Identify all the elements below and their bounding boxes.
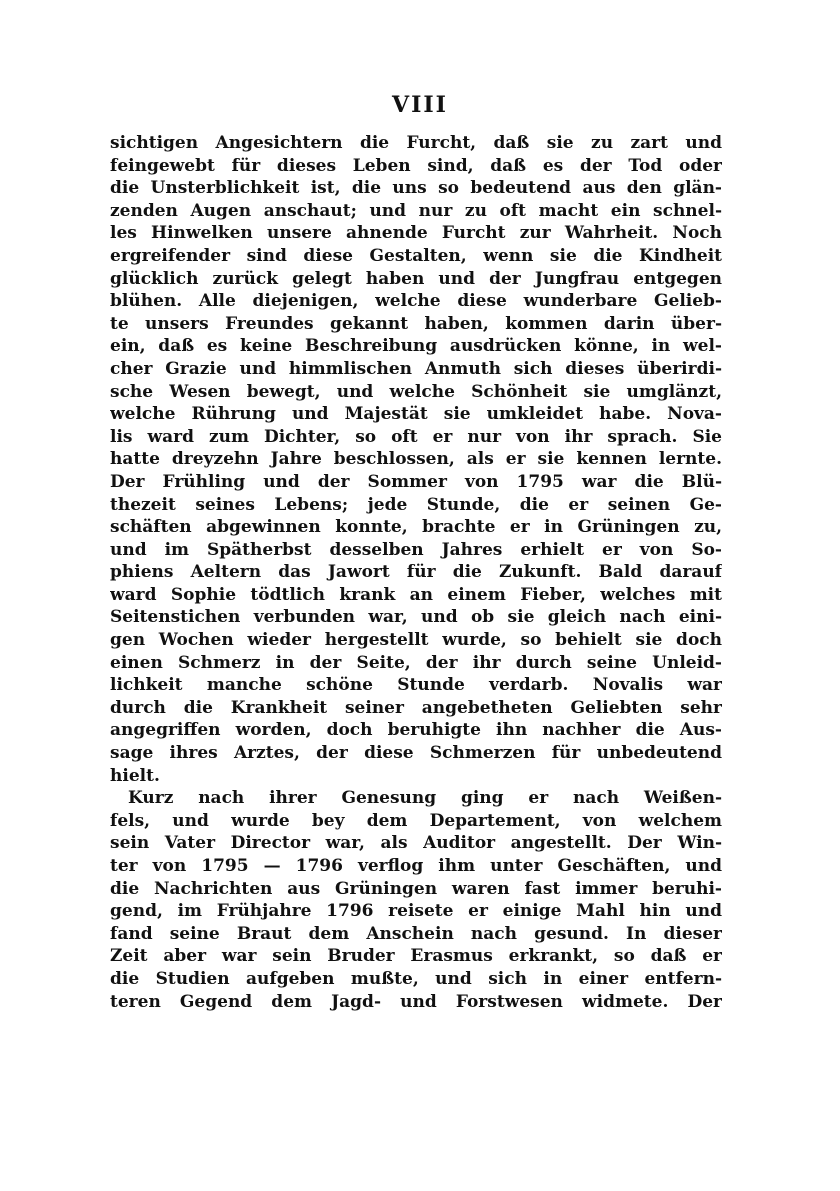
text-line: hielt. — [110, 765, 160, 786]
text-line: sichtigen Angesichtern die Furcht, daß sie zu zart und — [110, 133, 722, 153]
text-line: thezeit seines Lebens; jede Stunde, die er seinen Ge- — [110, 494, 722, 515]
text-line: gend, im Frühjahre 1796 reisete er einige Mahl hin und — [110, 901, 722, 922]
text-line: Zeit aber war sein Bruder Erasmus erkrankt, so daß er — [110, 946, 722, 967]
text-line: welche Rührung und Majestät sie umkleidet habe. Nova- — [110, 404, 722, 425]
text-line: sche Wesen bewegt, und welche Schönheit sie umglänzt, — [110, 381, 722, 402]
text-line: einen Schmerz in der Seite, der ihr durch seine Unleid- — [110, 652, 722, 673]
text-line: fand seine Braut dem Anschein nach gesund. In dieser — [110, 923, 722, 944]
body-text — [110, 132, 722, 1013]
text-line: les Hinwelken unsere ahnende Furcht zur Wahrheit. Noch — [110, 223, 722, 244]
text-line: durch die Krankheit seiner angebetheten Geliebten sehr — [110, 697, 722, 718]
text-line: feingewebt für dieses Leben sind, daß es der Tod oder — [110, 155, 722, 176]
text-line: lichkeit manche schöne Stunde verdarb. Novalis war — [110, 675, 722, 696]
text-line: schäften abgewinnen konnte, brachte er in Grüningen zu, — [110, 517, 722, 538]
text-line: ergreifender sind diese Gestalten, wenn sie die Kindheit — [110, 245, 722, 266]
text-line: Der Frühling und der Sommer von 1795 war die Blü- — [110, 471, 722, 492]
text-line: die Studien aufgeben mußte, und sich in einer entfern- — [110, 968, 722, 989]
text-line: sein Vater Director war, als Auditor angestellt. Der Win- — [110, 833, 722, 854]
text-line: gen Wochen wieder hergestellt wurde, so behielt sie doch — [110, 630, 722, 651]
text-line: die Unsterblichkeit ist, die uns so bedeutend aus den glän- — [110, 178, 722, 199]
text-line: Kurz nach ihrer Genesung ging er nach Weißen- — [128, 788, 722, 809]
text-line: ein, daß es keine Beschreibung ausdrücken könne, in wel- — [110, 336, 722, 357]
text-line: teren Gegend dem Jagd- und Forstwesen widmete. Der — [110, 991, 722, 1012]
text-line: angegriffen worden, doch beruhigte ihn nachher die Aus- — [110, 720, 722, 741]
text-line: und im Spätherbst desselben Jahres erhielt er von So- — [110, 539, 722, 560]
text-line: fels, und wurde bey dem Departement, von welchem — [110, 810, 722, 831]
text-line: blühen. Alle diejenigen, welche diese wunderbare Gelieb- — [110, 291, 722, 312]
page-number: VIII — [392, 92, 448, 118]
text-line: ward Sophie tödtlich krank an einem Fieber, welches mit — [110, 584, 722, 605]
text-line: die Nachrichten aus Grüningen waren fast immer beruhi- — [110, 878, 722, 899]
text-line: hatte dreyzehn Jahre beschlossen, als er sie kennen lernte. — [110, 449, 722, 470]
text-line: te unsers Freundes gekannt haben, kommen darin über- — [110, 313, 722, 334]
text-line: zenden Augen anschaut; und nur zu oft macht ein schnel- — [110, 200, 722, 221]
text-line: cher Grazie und himmlischen Anmuth sich dieses überirdi- — [110, 358, 722, 379]
text-line: lis ward zum Dichter, so oft er nur von ihr sprach. Sie — [110, 426, 722, 447]
text-line: sage ihres Arztes, der diese Schmerzen für unbedeutend — [110, 743, 722, 764]
text-line: Seitenstichen verbunden war, und ob sie gleich nach eini- — [110, 607, 722, 628]
text-line: phiens Aeltern das Jawort für die Zukunft. Bald darauf — [110, 562, 722, 583]
text-line: ter von 1795 — 1796 verflog ihm unter Geschäften, und — [110, 856, 722, 876]
text-line: glücklich zurück gelegt haben und der Jungfrau entgegen — [110, 268, 722, 289]
